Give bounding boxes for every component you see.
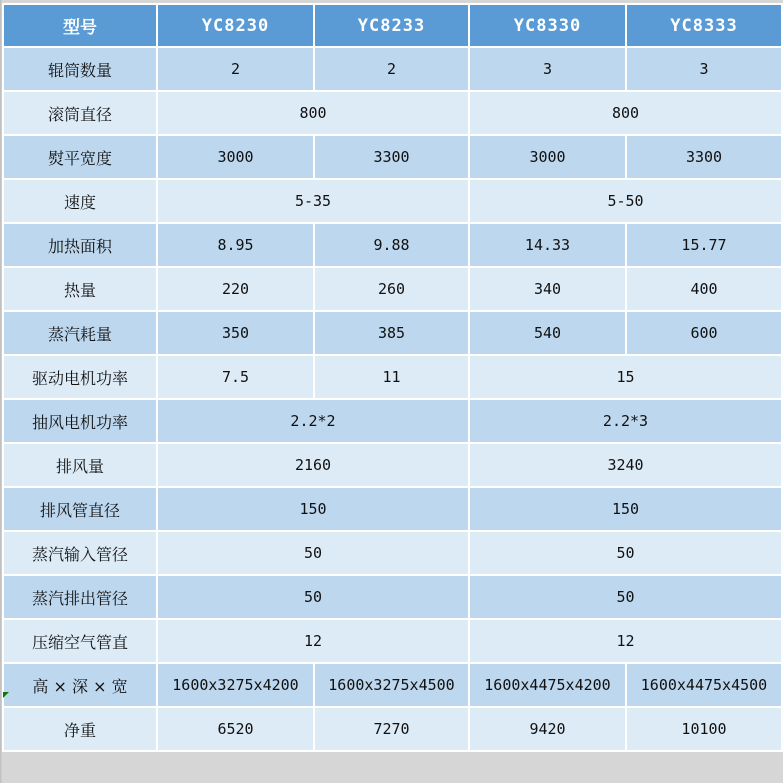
spec-label: 滚筒直径 [3, 91, 157, 135]
spec-value: 50 [157, 575, 469, 619]
model-header-yc8330: YC8330 [469, 4, 626, 47]
spec-value: 540 [469, 311, 626, 355]
spec-label: 辊筒数量 [3, 47, 157, 91]
spec-value: 50 [469, 531, 782, 575]
spec-value: 3300 [314, 135, 469, 179]
table-row-heat [3, 267, 782, 311]
spec-value: 12 [469, 619, 782, 663]
spec-value: 6520 [157, 707, 314, 751]
spec-value: 10100 [626, 707, 782, 751]
spec-value: 800 [157, 91, 469, 135]
spec-value: 11 [314, 355, 469, 399]
spec-value: 150 [469, 487, 782, 531]
spec-value: 1600x4475x4500 [626, 663, 782, 707]
spec-label: 驱动电机功率 [3, 355, 157, 399]
table-row-steam-inlet-diameter [3, 531, 782, 575]
spec-value: 220 [157, 267, 314, 311]
table-row-speed [3, 179, 782, 223]
spec-value: 340 [469, 267, 626, 311]
spec-value: 50 [469, 575, 782, 619]
table-row-steam-consumption [3, 311, 782, 355]
spec-value: 14.33 [469, 223, 626, 267]
spec-value: 150 [157, 487, 469, 531]
table-row-drive-motor-power [3, 355, 782, 399]
spec-label: 蒸汽排出管径 [3, 575, 157, 619]
spec-value: 385 [314, 311, 469, 355]
spec-value: 2 [314, 47, 469, 91]
spec-table [2, 3, 783, 752]
spec-value: 800 [469, 91, 782, 135]
spec-value: 9.88 [314, 223, 469, 267]
spec-value: 2 [157, 47, 314, 91]
spec-value: 1600x3275x4200 [157, 663, 314, 707]
table-row-heating-area [3, 223, 782, 267]
header-row [3, 4, 782, 47]
spec-value: 2.2*3 [469, 399, 782, 443]
spec-value: 7270 [314, 707, 469, 751]
spec-value: 15.77 [626, 223, 782, 267]
model-header-yc8230: YC8230 [157, 4, 314, 47]
spec-label: 压缩空气管直 [3, 619, 157, 663]
spec-value: 8.95 [157, 223, 314, 267]
table-row-exhaust-volume [3, 443, 782, 487]
table-row-exhaust-pipe-diameter [3, 487, 782, 531]
spec-value: 1600x3275x4500 [314, 663, 469, 707]
table-row-net-weight [3, 707, 782, 751]
model-header-label: 型号 [3, 4, 157, 47]
spec-value: 9420 [469, 707, 626, 751]
spec-value: 400 [626, 267, 782, 311]
spec-value: 3000 [469, 135, 626, 179]
table-row-roller-count [3, 47, 782, 91]
table-row-steam-outlet-diameter [3, 575, 782, 619]
model-header-yc8333: YC8333 [626, 4, 782, 47]
spec-label: 热量 [3, 267, 157, 311]
spec-label: 净重 [3, 707, 157, 751]
spec-value: 5-35 [157, 179, 469, 223]
spec-label: 高 × 深 × 宽 [3, 663, 157, 707]
spec-label: 排风量 [3, 443, 157, 487]
spec-value: 2160 [157, 443, 469, 487]
spec-value: 5-50 [469, 179, 782, 223]
cell-corner-indicator-icon [3, 692, 9, 698]
spec-label: 加热面积 [3, 223, 157, 267]
spec-label: 蒸汽输入管径 [3, 531, 157, 575]
table-row-exhaust-motor-power [3, 399, 782, 443]
spec-label: 排风管直径 [3, 487, 157, 531]
spec-value: 3240 [469, 443, 782, 487]
spec-value: 260 [314, 267, 469, 311]
spec-label: 蒸汽耗量 [3, 311, 157, 355]
table-row-dimensions [3, 663, 782, 707]
spec-value: 3000 [157, 135, 314, 179]
table-row-drum-diameter [3, 91, 782, 135]
spec-value: 50 [157, 531, 469, 575]
spec-value: 2.2*2 [157, 399, 469, 443]
spec-label: 熨平宽度 [3, 135, 157, 179]
spec-value: 12 [157, 619, 469, 663]
table-row-ironing-width [3, 135, 782, 179]
spec-label: 抽风电机功率 [3, 399, 157, 443]
table-row-compressed-air-pipe [3, 619, 782, 663]
spec-value: 1600x4475x4200 [469, 663, 626, 707]
spec-label: 速度 [3, 179, 157, 223]
spec-value: 15 [469, 355, 782, 399]
spec-value: 7.5 [157, 355, 314, 399]
spec-value: 350 [157, 311, 314, 355]
model-header-yc8233: YC8233 [314, 4, 469, 47]
spec-value: 3 [469, 47, 626, 91]
spec-value: 3300 [626, 135, 782, 179]
spec-value: 3 [626, 47, 782, 91]
spec-value: 600 [626, 311, 782, 355]
